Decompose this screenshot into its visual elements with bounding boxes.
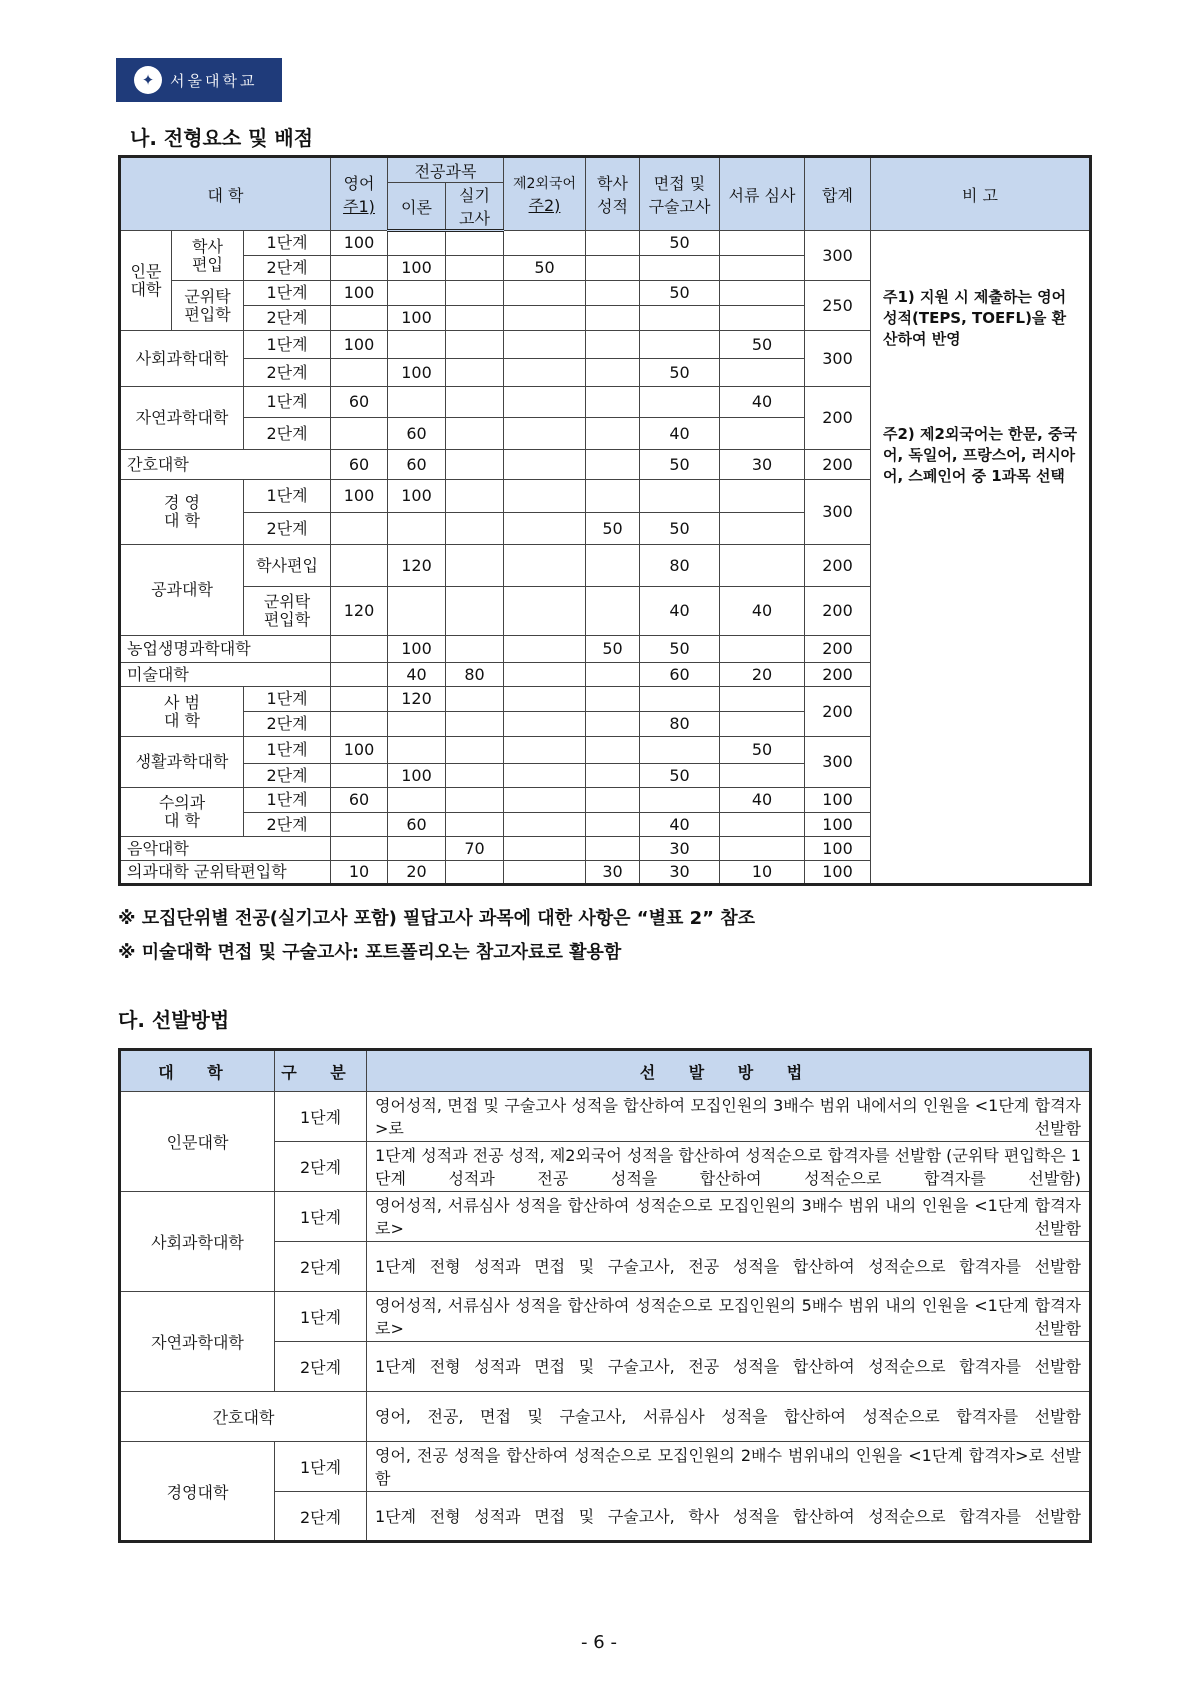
total-score: 100 — [805, 861, 871, 885]
score-cell: 50 — [504, 256, 586, 281]
page-number: - 6 - — [581, 1632, 617, 1653]
score-cell: 100 — [331, 281, 388, 306]
stage-label: 학사편입 — [244, 545, 331, 587]
score-cell: 20 — [388, 861, 446, 885]
stage-label: 1단계 — [244, 480, 331, 513]
score-cell — [640, 480, 720, 513]
college-name: 자연과학대학 — [120, 387, 244, 450]
score-cell: 50 — [640, 636, 720, 663]
score-cell — [504, 861, 586, 885]
score-cell: 100 — [388, 636, 446, 663]
total-score: 100 — [805, 837, 871, 861]
score-cell — [446, 480, 504, 513]
score-cell — [331, 712, 388, 737]
score-cell: 100 — [388, 306, 446, 331]
score-cell: 100 — [388, 359, 446, 387]
score-cell — [504, 712, 586, 737]
header-college-2: 대 학 — [120, 1050, 275, 1092]
remark-note: 주2) 제2외국어는 한문, 중국어, 독일어, 프랑스어, 러시아어, 스페인어 중 1과목 선택 — [883, 425, 1077, 485]
score-cell — [388, 281, 446, 306]
score-cell — [331, 306, 388, 331]
header-gpa: 학사 성적 — [586, 157, 640, 231]
score-cell — [504, 480, 586, 513]
college-name: 인문 대학 — [120, 231, 172, 331]
stage-label: 2단계 — [244, 359, 331, 387]
score-cell — [504, 387, 586, 418]
score-cell — [446, 450, 504, 480]
score-cell — [720, 636, 805, 663]
score-cell — [446, 513, 504, 545]
score-cell — [504, 281, 586, 306]
score-cell — [388, 587, 446, 636]
score-cell: 100 — [331, 331, 388, 359]
stage-label: 1단계 — [244, 281, 331, 306]
score-cell — [331, 663, 388, 687]
score-cell — [331, 359, 388, 387]
score-cell: 50 — [640, 231, 720, 256]
note-major-exam: ※ 모집단위별 전공(실기고사 포함) 필답고사 과목에 대한 사항은 “별표 2” 참조 — [118, 908, 756, 929]
score-cell — [720, 687, 805, 712]
note-art-portfolio: ※ 미술대학 면접 및 구술고사: 포트폴리오는 참고자료로 활용함 — [118, 942, 622, 963]
college-name: 경영대학 — [120, 1442, 275, 1542]
table-row — [120, 1092, 1091, 1142]
score-cell: 50 — [720, 331, 805, 359]
score-cell: 120 — [331, 587, 388, 636]
stage-label: 2단계 — [275, 1492, 367, 1542]
score-cell: 100 — [331, 480, 388, 513]
score-cell: 50 — [586, 513, 640, 545]
admission-type: 학사 편입 — [172, 231, 244, 281]
score-cell — [446, 281, 504, 306]
score-cell — [388, 837, 446, 861]
score-cell — [388, 331, 446, 359]
score-cell — [586, 418, 640, 450]
score-cell: 30 — [640, 861, 720, 885]
score-cell — [331, 513, 388, 545]
score-cell — [720, 837, 805, 861]
score-cell — [504, 837, 586, 861]
score-cell — [586, 764, 640, 788]
college-name: 간호대학 — [120, 450, 331, 480]
score-cell: 100 — [388, 480, 446, 513]
score-cell — [446, 788, 504, 813]
college-name: 미술대학 — [120, 663, 331, 687]
score-cell — [446, 331, 504, 359]
header-remarks: 비 고 — [871, 157, 1091, 231]
remarks-cell — [871, 231, 1091, 885]
score-cell — [446, 813, 504, 837]
score-cell — [504, 231, 586, 256]
score-cell — [640, 788, 720, 813]
score-cell — [504, 450, 586, 480]
score-cell — [586, 712, 640, 737]
score-cell — [586, 256, 640, 281]
score-cell — [388, 513, 446, 545]
score-cell — [446, 861, 504, 885]
stage-label: 1단계 — [275, 1292, 367, 1342]
total-score: 200 — [805, 387, 871, 450]
score-cell: 120 — [388, 545, 446, 587]
admission-type: 군위탁 편입학 — [172, 281, 244, 331]
score-cell: 10 — [331, 861, 388, 885]
college-name: 자연과학대학 — [120, 1292, 275, 1392]
section-b-title: 나. 전형요소 및 배점 — [130, 126, 314, 150]
score-cell: 60 — [388, 418, 446, 450]
total-score: 100 — [805, 813, 871, 837]
score-cell: 80 — [446, 663, 504, 687]
stage-label: 2단계 — [275, 1342, 367, 1392]
score-cell — [720, 513, 805, 545]
selection-method: 영어, 전공, 면접 및 구술고사, 서류심사 성적을 합산하여 성적순으로 합격자를 선발함 — [367, 1392, 1091, 1442]
college-name: 공과대학 — [120, 545, 244, 636]
score-cell: 50 — [640, 281, 720, 306]
college-name: 농업생명과학대학 — [120, 636, 331, 663]
score-cell — [331, 256, 388, 281]
remark-note: 주1) 지원 시 제출하는 영어성적(TEPS, TOEFL)을 환산하여 반영 — [883, 288, 1067, 348]
score-cell: 50 — [586, 636, 640, 663]
score-cell — [331, 813, 388, 837]
selection-method: 영어성적, 서류심사 성적을 합산하여 성적순으로 모집인원의 3배수 범위 내의 인원을 <1단계 합격자로> 선발함 — [367, 1192, 1091, 1242]
score-cell — [720, 545, 805, 587]
score-cell — [388, 737, 446, 764]
header-major: 전공과목 — [388, 157, 504, 183]
stage-label: 2단계 — [244, 418, 331, 450]
score-cell — [331, 837, 388, 861]
total-score: 200 — [805, 450, 871, 480]
score-cell: 10 — [720, 861, 805, 885]
selection-method: 1단계 전형 성적과 면접 및 구술고사, 학사 성적을 합산하여 성적순으로 합격자를 선발함 — [367, 1492, 1091, 1542]
score-cell: 50 — [640, 764, 720, 788]
score-cell — [720, 764, 805, 788]
score-cell: 30 — [720, 450, 805, 480]
header-practical: 실기 고사 — [446, 183, 504, 231]
stage-label: 1단계 — [244, 737, 331, 764]
score-cell — [586, 306, 640, 331]
selection-method: 1단계 전형 성적과 면접 및 구술고사, 전공 성적을 합산하여 성적순으로 합격자를 선발함 — [367, 1242, 1091, 1292]
score-cell — [586, 737, 640, 764]
stage-label: 1단계 — [244, 788, 331, 813]
header-total: 합계 — [805, 157, 871, 231]
score-cell — [640, 306, 720, 331]
score-cell: 40 — [640, 418, 720, 450]
score-cell — [446, 587, 504, 636]
university-logo — [116, 58, 282, 102]
selection-method: 영어, 전공 성적을 합산하여 성적순으로 모집인원의 2배수 범위내의 인원을 <1단계 합격자>로 선발함 — [367, 1442, 1091, 1492]
score-cell — [640, 737, 720, 764]
score-cell — [586, 480, 640, 513]
selection-method-table — [118, 1048, 1092, 1543]
score-cell — [446, 359, 504, 387]
score-cell — [586, 331, 640, 359]
score-cell — [586, 387, 640, 418]
stage-label: 2단계 — [244, 813, 331, 837]
table-row — [120, 1292, 1091, 1342]
score-cell — [446, 687, 504, 712]
score-cell: 80 — [640, 712, 720, 737]
score-cell — [446, 712, 504, 737]
score-cell — [640, 331, 720, 359]
selection-method: 영어성적, 면접 및 구술고사 성적을 합산하여 모집인원의 3배수 범위 내에서의 인원을 <1단계 합격자>로 선발함 — [367, 1092, 1091, 1142]
header-english: 영어 주1) — [331, 157, 388, 231]
score-cell: 60 — [331, 387, 388, 418]
score-cell — [331, 418, 388, 450]
score-cell: 120 — [388, 687, 446, 712]
stage-label: 2단계 — [275, 1242, 367, 1292]
score-cell — [504, 663, 586, 687]
stage-label: 군위탁 편입학 — [244, 587, 331, 636]
score-cell — [446, 231, 504, 256]
total-score: 250 — [805, 281, 871, 331]
score-cell: 20 — [720, 663, 805, 687]
score-cell: 60 — [331, 788, 388, 813]
table-row — [120, 1392, 1091, 1442]
stage-label: 1단계 — [275, 1092, 367, 1142]
total-score: 200 — [805, 587, 871, 636]
header-method: 선 발 방 법 — [367, 1050, 1091, 1092]
score-cell — [446, 636, 504, 663]
selection-method: 1단계 성적과 전공 성적, 제2외국어 성적을 합산하여 성적순으로 합격자를 선발함 (군위탁 편입학은 1단계 성적과 전공 성적을 합산하여 성적순으로 합격자를 선발함) — [367, 1142, 1091, 1192]
score-cell: 60 — [331, 450, 388, 480]
score-cell — [388, 788, 446, 813]
score-cell — [446, 387, 504, 418]
stage-label: 1단계 — [244, 231, 331, 256]
table-row — [120, 1192, 1091, 1242]
total-score: 200 — [805, 636, 871, 663]
stage-label: 2단계 — [244, 764, 331, 788]
score-cell — [388, 231, 446, 256]
score-cell: 100 — [388, 256, 446, 281]
header-category: 구 분 — [275, 1050, 367, 1092]
score-cell: 40 — [720, 587, 805, 636]
score-cell — [586, 788, 640, 813]
score-cell: 30 — [640, 837, 720, 861]
college-name: 의과대학 군위탁편입학 — [120, 861, 331, 885]
score-cell — [586, 837, 640, 861]
total-score: 200 — [805, 663, 871, 687]
score-cell — [640, 387, 720, 418]
header-second-language: 제2외국어 주2) — [504, 157, 586, 231]
score-cell — [504, 587, 586, 636]
score-cell — [504, 636, 586, 663]
score-cell — [640, 687, 720, 712]
college-name: 생활과학대학 — [120, 737, 244, 788]
score-cell — [504, 359, 586, 387]
score-cell — [388, 712, 446, 737]
total-score: 300 — [805, 480, 871, 545]
score-cell — [446, 306, 504, 331]
scoring-table — [118, 155, 1092, 886]
stage-label: 2단계 — [244, 306, 331, 331]
score-cell: 60 — [640, 663, 720, 687]
stage-label: 1단계 — [275, 1442, 367, 1492]
score-cell — [586, 450, 640, 480]
college-name: 수의과 대 학 — [120, 788, 244, 837]
score-cell: 60 — [388, 813, 446, 837]
score-cell — [586, 359, 640, 387]
score-cell: 50 — [640, 359, 720, 387]
total-score: 300 — [805, 737, 871, 788]
score-cell: 80 — [640, 545, 720, 587]
stage-label: 1단계 — [275, 1192, 367, 1242]
score-cell — [720, 813, 805, 837]
score-cell — [720, 231, 805, 256]
section-c-title: 다. 선발방법 — [118, 1008, 230, 1032]
stage-label: 1단계 — [244, 331, 331, 359]
score-cell — [586, 231, 640, 256]
college-name: 간호대학 — [120, 1392, 367, 1442]
score-cell — [586, 687, 640, 712]
header-college: 대 학 — [120, 157, 331, 231]
total-score: 200 — [805, 687, 871, 737]
score-cell: 60 — [388, 450, 446, 480]
score-cell: 50 — [640, 450, 720, 480]
university-seal-icon: ✦ — [134, 66, 162, 94]
score-cell — [446, 256, 504, 281]
score-cell — [720, 281, 805, 306]
score-cell — [331, 687, 388, 712]
score-cell — [504, 418, 586, 450]
stage-label: 1단계 — [244, 387, 331, 418]
college-name: 사회과학대학 — [120, 1192, 275, 1292]
score-cell — [446, 737, 504, 764]
score-cell — [504, 513, 586, 545]
logo-text: 서울대학교 — [170, 71, 258, 90]
total-score: 300 — [805, 231, 871, 281]
score-cell — [720, 306, 805, 331]
stage-label: 2단계 — [244, 712, 331, 737]
score-cell: 50 — [640, 513, 720, 545]
stage-label: 2단계 — [275, 1142, 367, 1192]
stage-label: 2단계 — [244, 513, 331, 545]
score-cell: 40 — [640, 587, 720, 636]
score-cell: 40 — [388, 663, 446, 687]
total-score: 100 — [805, 788, 871, 813]
score-cell: 40 — [640, 813, 720, 837]
score-cell: 70 — [446, 837, 504, 861]
score-cell — [504, 306, 586, 331]
score-cell: 50 — [720, 737, 805, 764]
selection-method: 영어성적, 서류심사 성적을 합산하여 성적순으로 모집인원의 5배수 범위 내의 인원을 <1단계 합격자로> 선발함 — [367, 1292, 1091, 1342]
table-row — [120, 1442, 1091, 1492]
score-cell — [504, 331, 586, 359]
score-cell — [504, 545, 586, 587]
score-cell — [504, 788, 586, 813]
score-cell — [720, 480, 805, 513]
score-cell — [720, 418, 805, 450]
table-row — [120, 231, 1091, 256]
score-cell: 100 — [331, 737, 388, 764]
score-cell — [640, 256, 720, 281]
total-score: 200 — [805, 545, 871, 587]
stage-label: 2단계 — [244, 256, 331, 281]
score-cell — [446, 418, 504, 450]
college-name: 사회과학대학 — [120, 331, 244, 387]
score-cell — [720, 359, 805, 387]
score-cell — [720, 256, 805, 281]
college-name: 경 영 대 학 — [120, 480, 244, 545]
score-cell — [331, 636, 388, 663]
header-interview: 면접 및 구술고사 — [640, 157, 720, 231]
college-name: 사 범 대 학 — [120, 687, 244, 737]
college-name: 음악대학 — [120, 837, 331, 861]
score-cell: 30 — [586, 861, 640, 885]
selection-method: 1단계 전형 성적과 면접 및 구술고사, 전공 성적을 합산하여 성적순으로 합격자를 선발함 — [367, 1342, 1091, 1392]
score-cell: 100 — [388, 764, 446, 788]
score-cell — [331, 545, 388, 587]
score-cell — [586, 281, 640, 306]
total-score: 300 — [805, 331, 871, 387]
score-cell — [446, 764, 504, 788]
score-cell — [504, 813, 586, 837]
score-cell — [388, 387, 446, 418]
score-cell — [586, 663, 640, 687]
score-cell — [331, 764, 388, 788]
score-cell: 40 — [720, 788, 805, 813]
score-cell — [504, 737, 586, 764]
score-cell — [504, 687, 586, 712]
score-cell — [586, 587, 640, 636]
score-cell: 100 — [331, 231, 388, 256]
header-document: 서류 심사 — [720, 157, 805, 231]
stage-label: 1단계 — [244, 687, 331, 712]
score-cell — [586, 545, 640, 587]
score-cell — [586, 813, 640, 837]
score-cell: 40 — [720, 387, 805, 418]
college-name: 인문대학 — [120, 1092, 275, 1192]
header-theory: 이론 — [388, 183, 446, 231]
score-cell — [720, 712, 805, 737]
score-cell — [504, 764, 586, 788]
score-cell — [446, 545, 504, 587]
